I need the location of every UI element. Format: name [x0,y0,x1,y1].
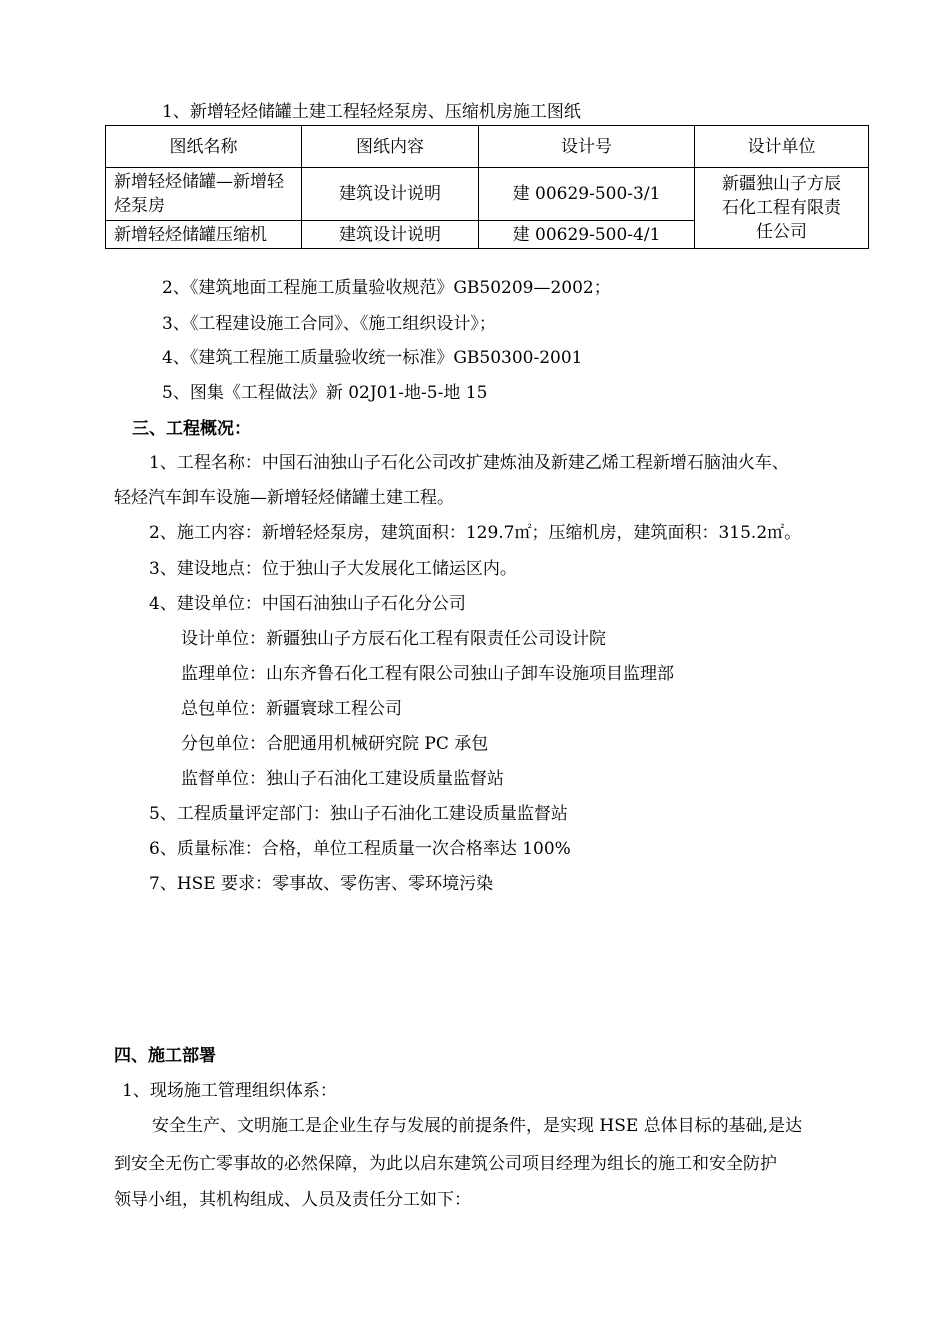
table-header-cell: 图纸内容 [302,126,479,168]
table-header-cell: 图纸名称 [106,126,302,168]
reference-item: 4、《建筑工程施工质量验收统一标准》GB50300-2001 [162,348,583,368]
table-cell-content: 建筑设计说明 [302,168,479,221]
list-item: 5、工程质量评定部门：独山子石油化工建设质量监督站 [149,804,568,824]
list-subitem: 分包单位：合肥通用机械研究院 PC 承包 [181,734,489,754]
paragraph-line: 1、工程名称：中国石油独山子石化公司改扩建炼油及新建乙烯工程新增石脑油火车、 [149,453,789,473]
drawing-list-title: 1、新增轻烃储罐土建工程轻烃泵房、压缩机房施工图纸 [162,102,581,122]
table-cell-code: 建 00629-500-4/1 [479,221,695,249]
table-header-cell: 设计号 [479,126,695,168]
reference-item: 5、图集《工程做法》新 02J01-地-5-地 15 [162,383,488,403]
list-item: 7、HSE 要求：零事故、零伤害、零环境污染 [149,874,494,894]
table-header-cell: 设计单位 [695,126,869,168]
table-row [106,168,869,221]
paragraph-line: 到安全无伤亡零事故的必然保障，为此以启东建筑公司项目经理为组长的施工和安全防护 [114,1154,777,1174]
table-cell-unit: 新疆独山子方辰石化工程有限责任公司 [695,168,869,249]
list-subitem: 监理单位：山东齐鲁石化工程有限公司独山子卸车设施项目监理部 [181,664,674,684]
reference-item: 2、《建筑地面工程施工质量验收规范》GB50209—2002； [162,278,611,298]
table-cell-content: 建筑设计说明 [302,221,479,249]
section-heading: 三、工程概况： [132,419,251,439]
table-cell-name: 新增轻烃储罐—新增轻烃泵房 [106,168,302,221]
list-item: 4、建设单位：中国石油独山子石化分公司 [149,594,466,614]
list-item: 6、质量标准：合格，单位工程质量一次合格率达 100% [149,839,571,859]
reference-item: 3、《工程建设施工合同》、《施工组织设计》； [162,314,496,334]
list-subitem: 设计单位：新疆独山子方辰石化工程有限责任公司设计院 [181,629,606,649]
table-cell-code: 建 00629-500-3/1 [479,168,695,221]
list-item: 3、建设地点：位于独山子大发展化工储运区内。 [149,559,517,579]
table-header-row [106,126,869,168]
drawing-table [105,125,869,249]
paragraph-line: 安全生产、文明施工是企业生存与发展的前提条件，是实现 HSE 总体目标的基础,是达 [152,1116,803,1136]
list-subitem: 监督单位：独山子石油化工建设质量监督站 [181,769,504,789]
list-subitem: 总包单位：新疆寰球工程公司 [181,699,402,719]
list-item: 2、施工内容：新增轻烃泵房，建筑面积：129.7㎡；压缩机房，建筑面积：315.2㎡。 [149,523,802,543]
paragraph-line: 领导小组，其机构组成、人员及责任分工如下： [114,1190,471,1210]
subsection-heading: 1、现场施工管理组织体系： [122,1081,337,1101]
table-cell-name: 新增轻烃储罐压缩机 [106,221,302,249]
paragraph-line: 轻烃汽车卸车设施—新增轻烃储罐土建工程。 [114,488,454,508]
section-heading: 四、施工部署 [114,1046,216,1066]
